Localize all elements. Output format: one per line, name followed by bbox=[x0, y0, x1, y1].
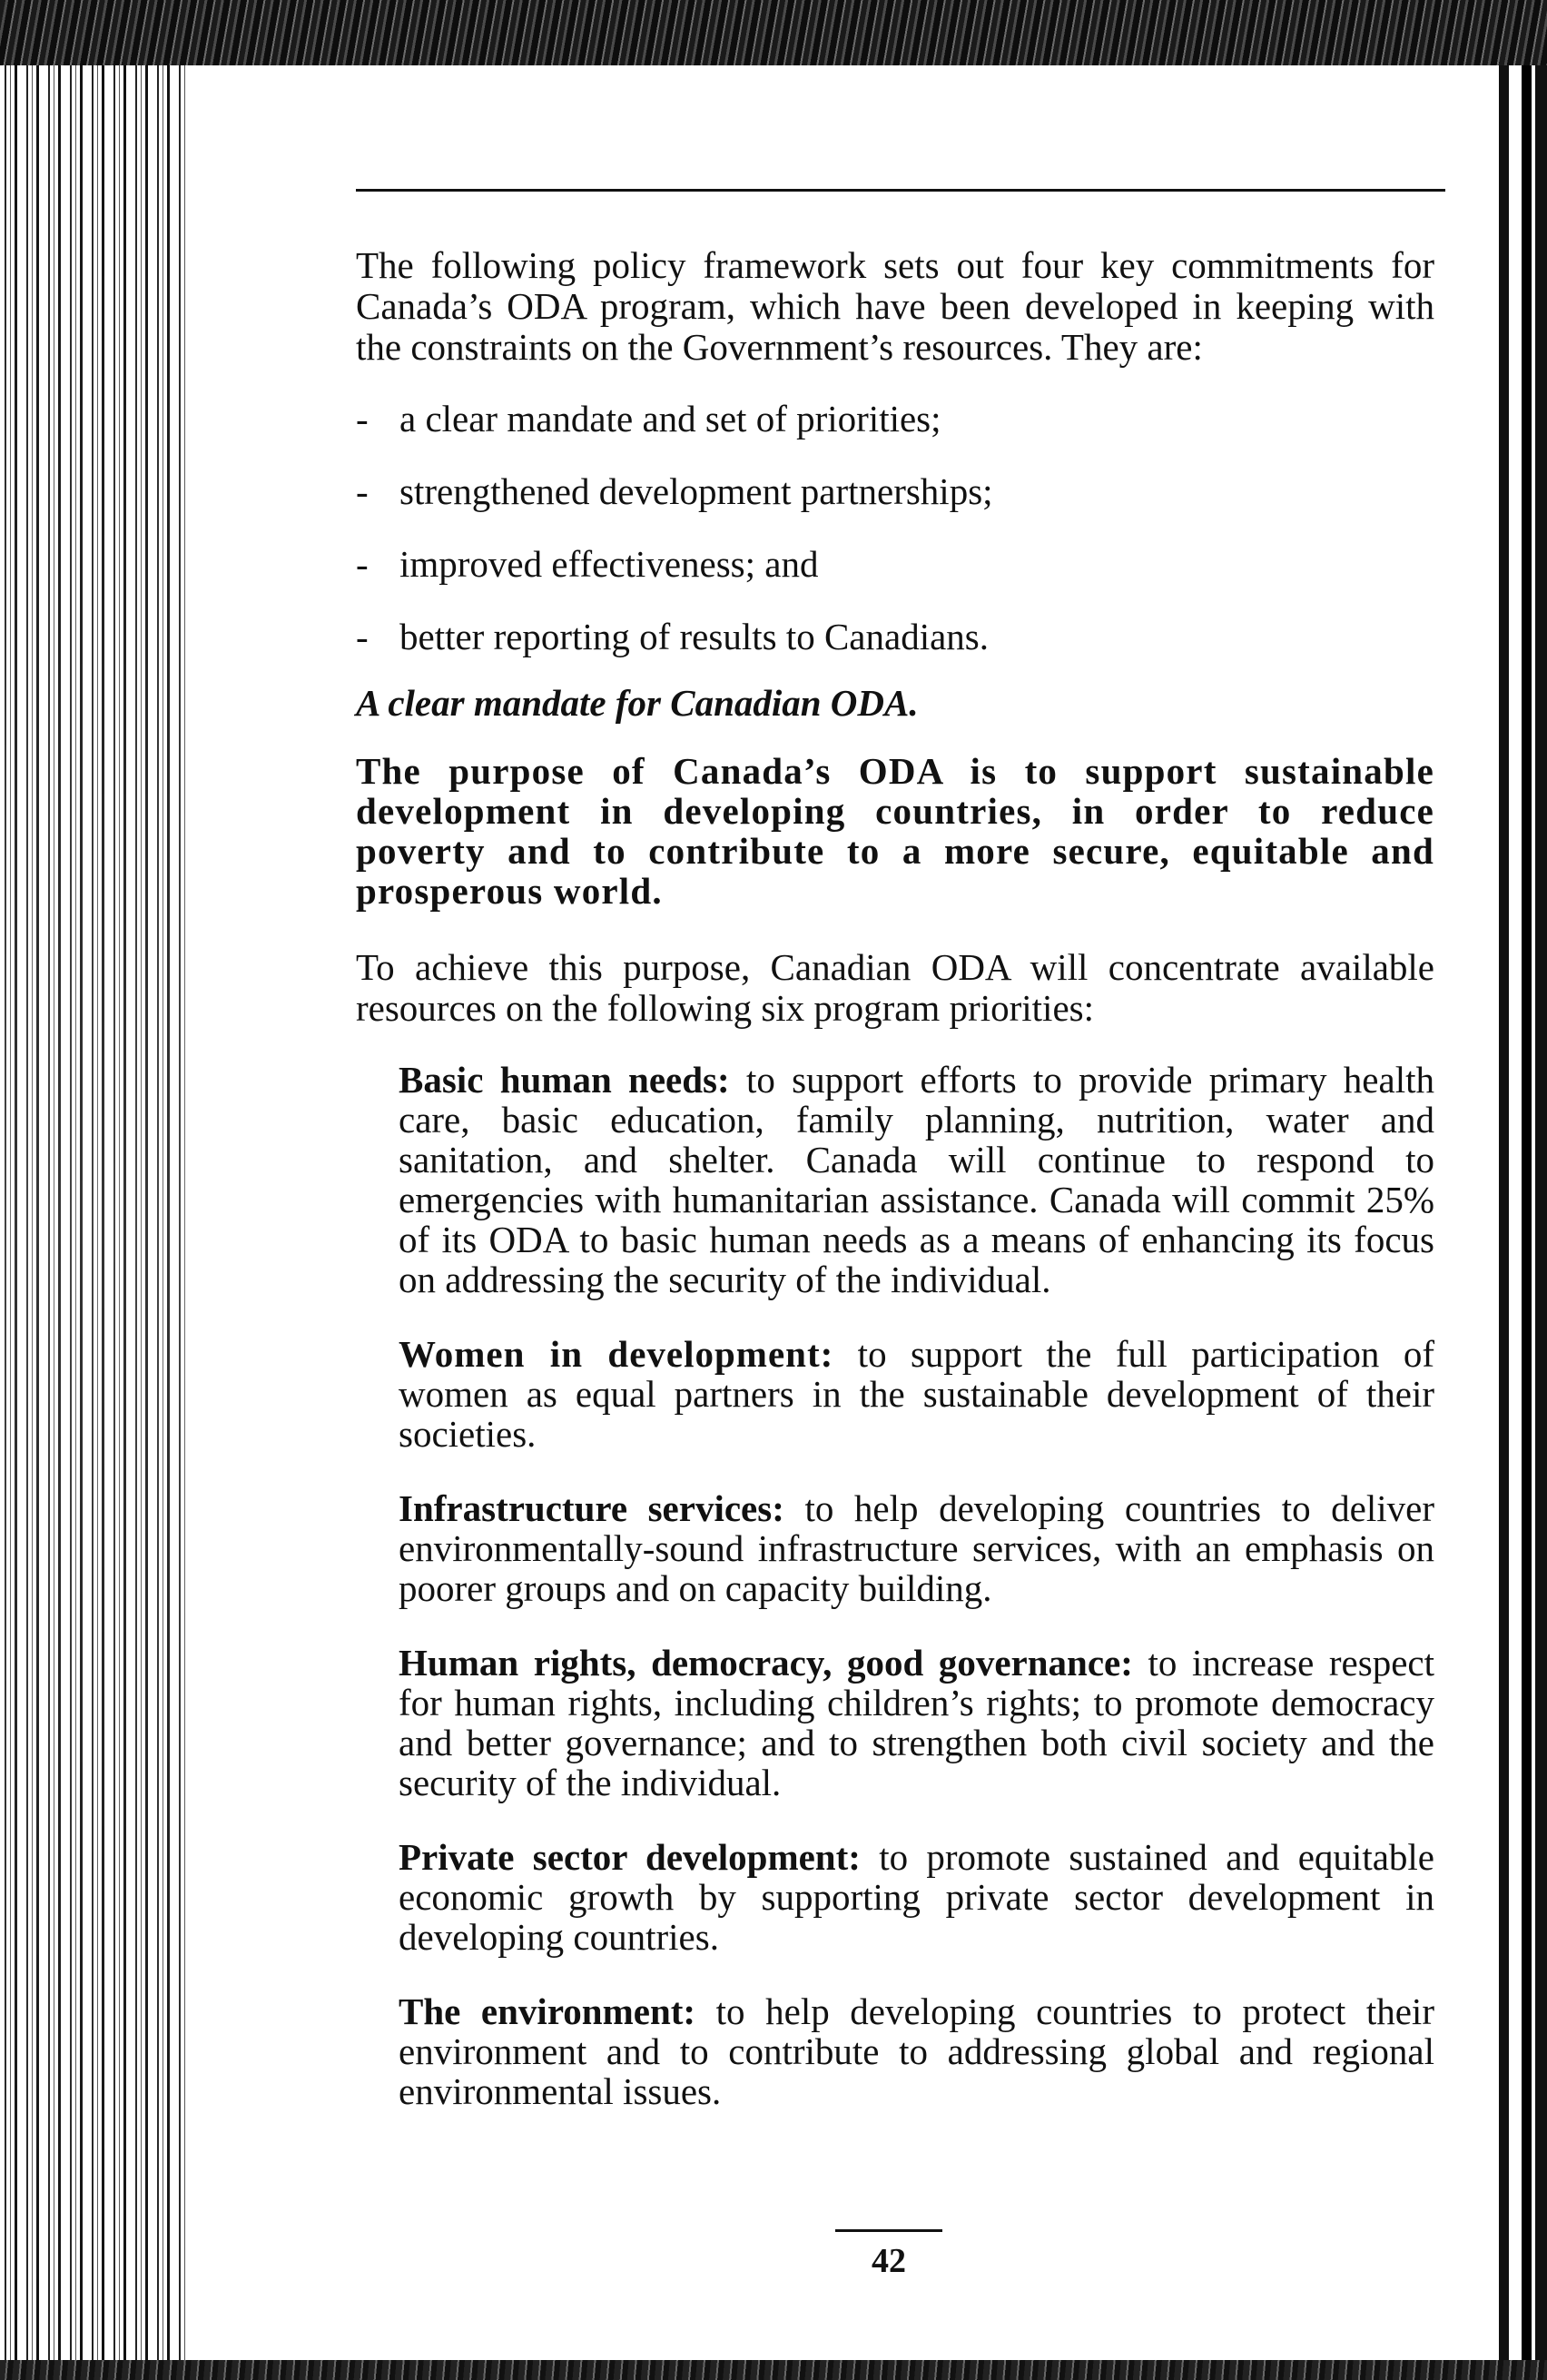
bullet-marker: - bbox=[356, 543, 369, 585]
commitment-text: a clear mandate and set of priorities; bbox=[399, 398, 941, 439]
priority-basic-human-needs bbox=[399, 1060, 1434, 1299]
priority-label: Human rights, democracy, good governance: bbox=[399, 1642, 1133, 1684]
priority-label: Infrastructure services: bbox=[399, 1487, 784, 1529]
scan-border-top bbox=[0, 0, 1547, 65]
footer-rule bbox=[835, 2229, 942, 2232]
commitment-text: improved effectiveness; and bbox=[399, 543, 819, 585]
priority-label: Women in development: bbox=[399, 1333, 834, 1375]
priorities-intro: To achieve this purpose, Canadian ODA will concentrate available resources on the following six program priorities: bbox=[356, 946, 1434, 1029]
purpose-statement: The purpose of Canada’s ODA is to support sustainable development in developing countries, in order to reduce poverty and to contribute to a more secure, equitable and prosperous world. bbox=[356, 750, 1434, 912]
bullet-marker: - bbox=[356, 470, 369, 512]
list-item bbox=[356, 399, 1434, 439]
commitment-text: strengthened development partnerships; bbox=[399, 470, 993, 512]
list-item bbox=[356, 544, 1434, 585]
priority-text: to support the full participation of women as equal partners in the sustainable development of their societies. bbox=[399, 1333, 1434, 1455]
priority-infrastructure-services bbox=[399, 1488, 1434, 1608]
section-heading: A clear mandate for Canadian ODA. bbox=[356, 682, 919, 724]
priority-environment bbox=[399, 1991, 1434, 2111]
header-rule bbox=[356, 189, 1445, 192]
priority-text: to increase respect for human rights, including children’s rights; to promote democracy and better governance; and to strengthen both civil society and the security of the individual. bbox=[399, 1642, 1434, 1803]
priority-text: to help developing countries to protect their environment and to contribute to addressing global and regional environmental issues. bbox=[399, 1990, 1434, 2112]
scan-border-bottom bbox=[0, 2360, 1547, 2380]
priority-label: The environment: bbox=[399, 1990, 696, 2032]
bullet-marker: - bbox=[356, 616, 369, 657]
book-page-edges-shade bbox=[0, 65, 186, 2360]
priorities-list bbox=[399, 1060, 1434, 2111]
priority-private-sector bbox=[399, 1837, 1434, 1957]
book-right-edge bbox=[1479, 65, 1547, 2360]
priority-text: to help developing countries to deliver environmentally-sound infrastructure services, with an emphasis on poorer groups and on capacity building. bbox=[399, 1487, 1434, 1609]
list-item bbox=[356, 471, 1434, 512]
page-number: 42 bbox=[872, 2242, 906, 2280]
commitments-list bbox=[356, 399, 1434, 657]
priority-text: to support efforts to provide primary health care, basic education, family planning, nutrition, water and sanitation, and shelter. Canada will continue to respond to emergencies with humanitarian assistance. Canada will commit 25% of its ODA to basic human needs as a means of enhancing its focus on addressing the security of the individual. bbox=[399, 1059, 1434, 1300]
commitment-text: better reporting of results to Canadians. bbox=[399, 616, 989, 657]
page-body bbox=[356, 245, 1434, 2146]
bullet-marker: - bbox=[356, 398, 369, 439]
intro-paragraph: The following policy framework sets out four key commitments for Canada’s ODA program, which have been developed in keeping with the constraints on the Government’s resources. They are: bbox=[356, 244, 1434, 368]
list-item bbox=[356, 617, 1434, 657]
priority-text: to promote sustained and equitable economic growth by supporting private sector development in developing countries. bbox=[399, 1836, 1435, 1958]
priority-label: Private sector development: bbox=[399, 1836, 861, 1878]
priority-human-rights bbox=[399, 1643, 1434, 1802]
priority-women-in-development bbox=[399, 1334, 1434, 1454]
priority-label: Basic human needs: bbox=[399, 1059, 730, 1101]
